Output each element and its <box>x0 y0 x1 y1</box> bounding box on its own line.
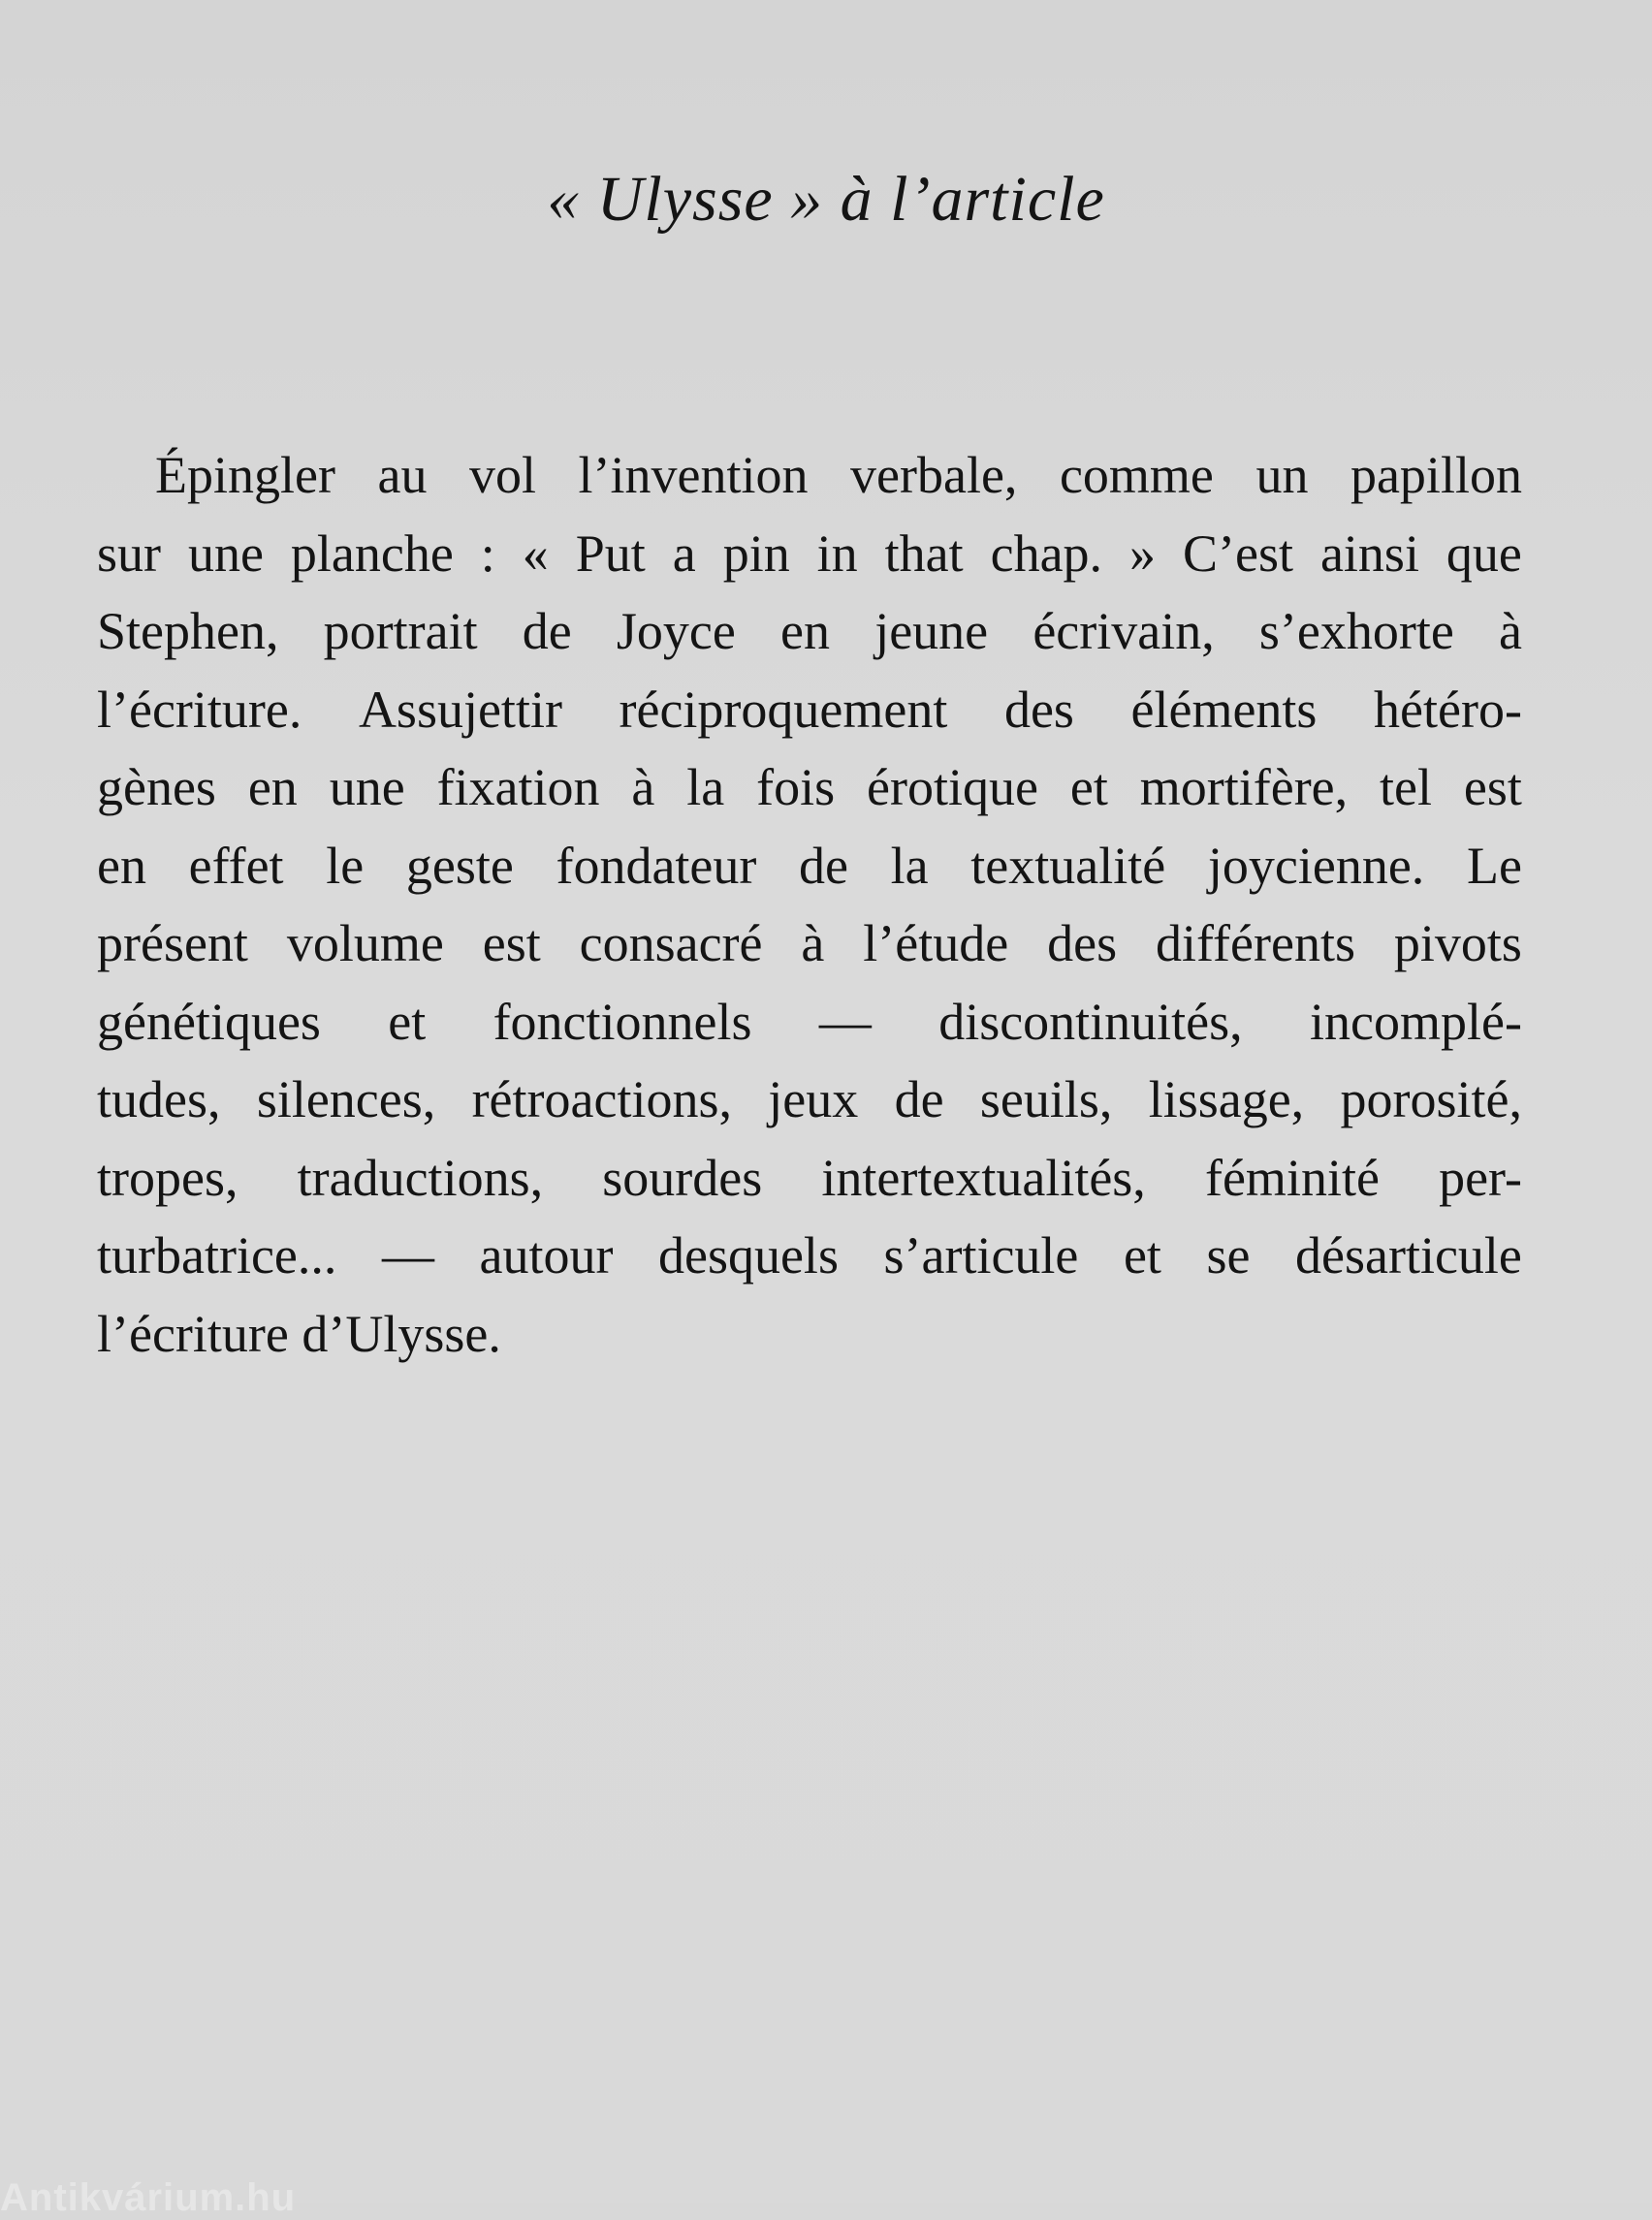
word: en <box>97 836 146 895</box>
word: fonctionnels <box>492 992 752 1051</box>
paragraph-line <box>97 983 1522 1062</box>
word: — <box>818 992 872 1051</box>
word: en <box>247 758 298 816</box>
word: effet <box>188 836 284 895</box>
word: turbatrice... <box>97 1226 337 1284</box>
word: traductions, <box>297 1148 544 1207</box>
word: that <box>884 523 964 583</box>
word: Stephen, <box>97 602 279 660</box>
word: Joyce <box>616 602 736 660</box>
word: est <box>1463 758 1522 816</box>
word: hétéro- <box>1374 680 1522 739</box>
word: et <box>1069 758 1108 816</box>
word: jeune <box>874 602 989 660</box>
word: s’exhorte <box>1258 602 1454 660</box>
word: érotique <box>867 758 1038 816</box>
paragraph-line <box>97 1217 1522 1295</box>
word: le <box>326 836 365 895</box>
word: tel <box>1380 758 1433 816</box>
word: planche <box>290 523 454 583</box>
word: tudes, <box>97 1070 221 1128</box>
word: intertextualités, <box>821 1148 1146 1207</box>
paragraph-line <box>97 1139 1522 1218</box>
word: textualité <box>970 836 1166 895</box>
word: geste <box>405 836 514 895</box>
word: porosité, <box>1340 1070 1522 1128</box>
body-paragraph <box>97 436 1522 1373</box>
paragraph-line <box>97 671 1522 749</box>
word: se <box>1206 1226 1251 1284</box>
word: : <box>480 523 495 583</box>
paragraph-line <box>97 827 1522 905</box>
word: per- <box>1439 1148 1522 1207</box>
word: comme <box>1059 446 1214 504</box>
paragraph-line <box>97 515 1522 593</box>
word: féminité <box>1204 1148 1380 1207</box>
word: pivots <box>1393 914 1522 972</box>
word: C’est <box>1182 523 1293 583</box>
word: a <box>672 523 696 583</box>
word: autour <box>479 1226 614 1284</box>
word: la <box>890 836 929 895</box>
word: — <box>381 1226 434 1284</box>
word: fondateur <box>556 836 757 895</box>
word: de <box>894 1070 944 1128</box>
word: en <box>780 602 831 660</box>
word: s’articule <box>883 1226 1079 1284</box>
paragraph-line <box>97 904 1522 983</box>
paragraph-line <box>97 748 1522 827</box>
word: vol <box>468 446 536 504</box>
word: mortifère, <box>1139 758 1349 816</box>
word: présent <box>97 914 248 972</box>
word: de <box>522 602 572 660</box>
word: au <box>377 446 428 504</box>
word: sur <box>97 523 161 583</box>
word: l’étude <box>863 914 1009 972</box>
word: désarticule <box>1295 1226 1522 1284</box>
word: éléments <box>1130 680 1318 739</box>
word: une <box>187 523 264 583</box>
word: à <box>1498 602 1522 660</box>
word: que <box>1446 523 1522 583</box>
word: papillon <box>1350 446 1522 504</box>
watermark: Antikvárium.hu <box>0 2176 297 2219</box>
word: jeux <box>768 1070 859 1128</box>
word: silences, <box>256 1070 436 1128</box>
word: est <box>482 914 541 972</box>
word: l’invention <box>578 446 809 504</box>
word: consacré <box>579 914 763 972</box>
word: chap. <box>990 523 1103 583</box>
word: ainsi <box>1319 523 1419 583</box>
word: des <box>1047 914 1118 972</box>
word: génétiques <box>97 992 321 1051</box>
paragraph-line <box>97 436 1522 515</box>
word: tropes, <box>97 1148 238 1207</box>
word: différents <box>1156 914 1355 972</box>
paragraph-line <box>97 592 1522 671</box>
word: réciproquement <box>619 680 948 739</box>
word: desquels <box>657 1226 839 1284</box>
word: volume <box>286 914 444 972</box>
word: fois <box>756 758 836 816</box>
word: joycienne. <box>1207 836 1425 895</box>
word: Épingler <box>155 446 335 504</box>
word: une <box>329 758 405 816</box>
word: sourdes <box>602 1148 763 1207</box>
word: la <box>686 758 725 816</box>
paragraph-line: l’écriture d’Ulysse. <box>97 1304 501 1363</box>
word: portrait <box>323 602 478 660</box>
word: lissage, <box>1148 1070 1305 1128</box>
word: de <box>799 836 848 895</box>
word: gènes <box>97 758 216 816</box>
word: Put <box>575 523 646 583</box>
paragraph-line <box>97 1061 1522 1139</box>
word: et <box>1123 1226 1161 1284</box>
word: » <box>1129 523 1157 583</box>
word: « <box>522 523 549 583</box>
word: incomplé- <box>1310 992 1522 1051</box>
word: Le <box>1466 836 1522 895</box>
word: fixation <box>436 758 600 816</box>
word: in <box>816 523 858 583</box>
word: écrivain, <box>1032 602 1215 660</box>
page-title: « Ulysse » à l’article <box>547 164 1105 235</box>
word: verbale, <box>850 446 1018 504</box>
word: rétroactions, <box>471 1070 732 1128</box>
word: à <box>801 914 825 972</box>
word: l’écriture. <box>97 680 302 739</box>
word: et <box>388 992 427 1051</box>
word: discontinuités, <box>938 992 1243 1051</box>
word: un <box>1255 446 1309 504</box>
word: pin <box>722 523 790 583</box>
word: seuils, <box>979 1070 1113 1128</box>
word: des <box>1003 680 1074 739</box>
word: à <box>631 758 655 816</box>
word: Assujettir <box>358 680 562 739</box>
